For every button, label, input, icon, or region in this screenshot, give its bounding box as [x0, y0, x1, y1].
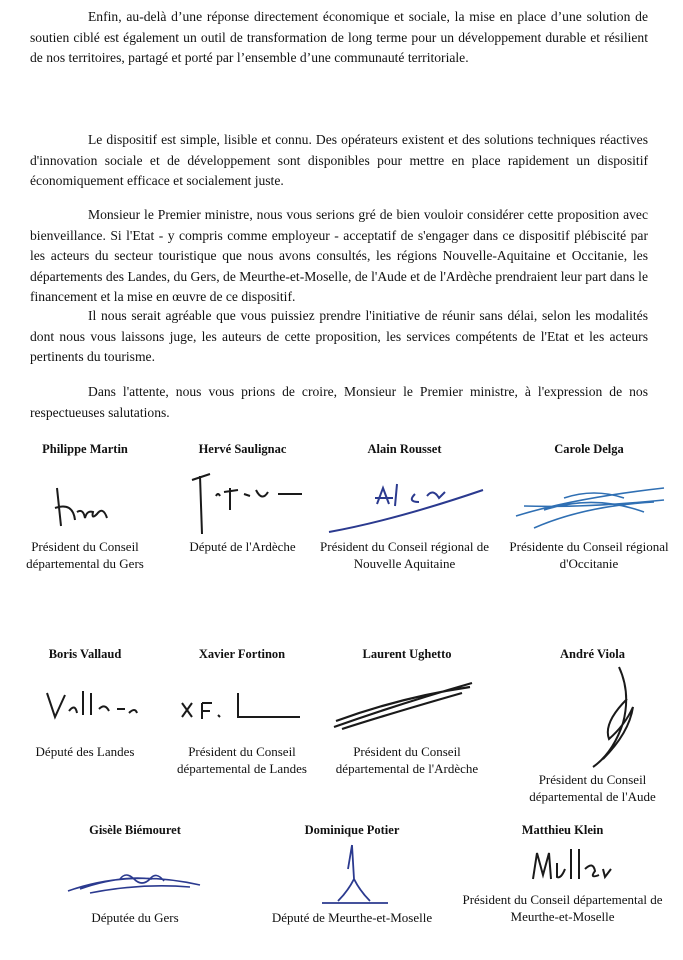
signatory-name: Carole Delga — [554, 442, 624, 456]
signatory-block — [162, 646, 322, 777]
signatory-block — [170, 441, 315, 555]
signatory-block — [10, 441, 160, 572]
signatory-title: Député des Landes — [35, 744, 135, 759]
signatory-name: Xavier Fortinon — [198, 647, 286, 661]
signatory-block — [322, 646, 492, 777]
signatory-title: Président du Conseil départemental de Landes — [177, 744, 307, 776]
signatory-name: Gisèle Biémouret — [89, 823, 181, 837]
signatory-name: Hervé Saulignac — [198, 442, 287, 456]
paragraph: Le dispositif est simple, lisible et connu. Des opérateurs existent et des solutions techniques réactives d'innovation sociale et de développement sont disponibles pour mettre en place rapidement un dispositif économiquement efficace et socialement juste. — [30, 132, 648, 188]
signatory-block — [505, 646, 680, 805]
signatory-name: Alain Rousset — [367, 442, 442, 456]
signatory-block — [262, 822, 442, 926]
handwritten-signature — [504, 458, 674, 538]
signatory-block — [312, 441, 497, 572]
handwritten-signature — [172, 663, 312, 743]
handwritten-signature — [322, 663, 492, 743]
signatory-title: Président du Conseil départemental de l'Aude — [529, 772, 656, 804]
signatory-block — [45, 822, 225, 926]
signatory-title: Député de Meurthe-et-Moselle — [271, 910, 433, 925]
signatory-title: Député de l'Ardèche — [189, 539, 296, 554]
signatory-name: Matthieu Klein — [521, 823, 604, 837]
paragraph: Dans l'attente, nous vous prions de croire, Monsieur le Premier ministre, à l'expression de nos respectueuses salutations. — [30, 384, 648, 420]
signatory-title: Présidente du Conseil régional d'Occitanie — [509, 539, 669, 571]
handwritten-signature — [292, 839, 412, 909]
paragraph: Enfin, au-delà d’une réponse directement économique et sociale, la mise en place d’une solution de soutien ciblé est également un outil de transformation de long terme pour un développement durable et résilient de nos territoires, partagé et porté par l’ensemble d’une communauté territoriale. — [30, 9, 648, 65]
handwritten-signature — [25, 663, 145, 743]
signatory-title: Députée du Gers — [91, 910, 179, 925]
signatory-name: Philippe Martin — [42, 442, 128, 456]
signatory-name: Dominique Potier — [304, 823, 400, 837]
signatory-block — [460, 822, 665, 925]
signatory-title: Président du Conseil régional de Nouvelle Aquitaine — [320, 539, 489, 571]
handwritten-signature — [315, 458, 495, 538]
paragraph: Monsieur le Premier ministre, nous vous serions gré de bien vouloir considérer cette proposition avec bienveillance. Si l'Etat - y compris comme employeur - acceptatif de s'engager dans ce dispositif plébiscité par les acteurs du secteur touristique que nous avons consultés, les régions Nouvelle-Aquitaine et Occitanie, les départements des Landes, du Gers, de Meurthe-et-Moselle, de l'Aude et de l'Ardèche prendraient leur part dans le financement et la mise en œuvre de ce dispositif. — [30, 207, 648, 304]
handwritten-signature — [493, 839, 633, 891]
paragraph: Il nous serait agréable que vous puissiez prendre l'initiative de réunir sans délai, selon les modalités dont nous vous laissons juge, les auteurs de cette proposition, les services compétents de l'Etat et les acteurs pertinents du tourisme. — [30, 308, 648, 364]
signatory-title: Président du Conseil départemental de l'Ardèche — [335, 744, 479, 776]
handwritten-signature — [60, 839, 210, 909]
handwritten-signature — [178, 458, 308, 538]
signatory-title: Président du Conseil départemental de Meurthe-et-Moselle — [462, 892, 663, 924]
signatory-name: André Viola — [560, 647, 625, 661]
handwritten-signature — [25, 458, 145, 538]
signatory-block — [10, 646, 160, 760]
signatory-name: Laurent Ughetto — [362, 647, 452, 661]
signatory-name: Boris Vallaud — [48, 647, 122, 661]
signatory-block — [500, 441, 678, 572]
signatory-title: Président du Conseil départemental du Gers — [26, 539, 144, 571]
handwritten-signature — [533, 663, 653, 771]
